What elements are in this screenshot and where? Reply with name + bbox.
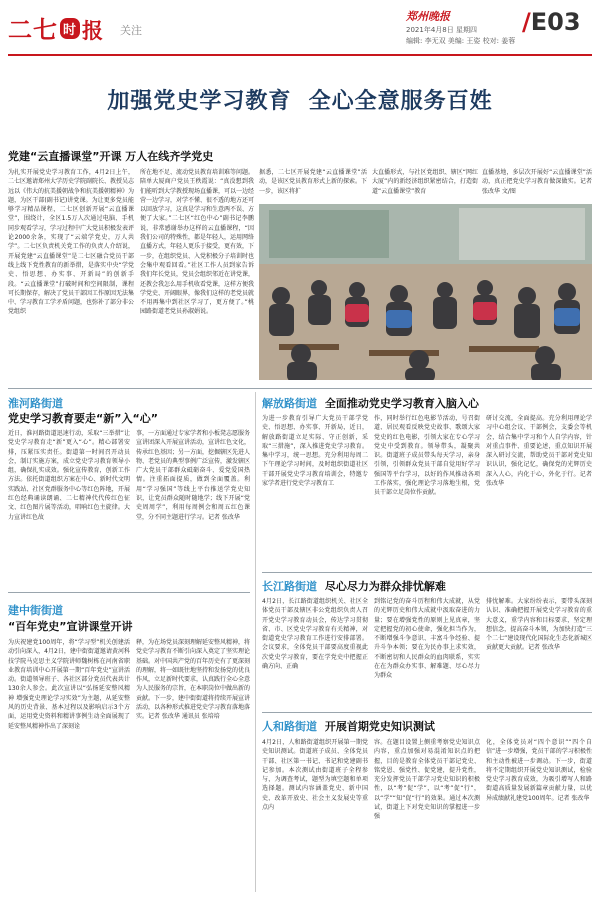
article-5-col-3: 排忧解难。大家纷纷表示，要带头深刻认识、准确把握开展党史学习教育的重大意义，重学内容和目标要求，坚定理想信念，提高奋斗本领，为加快打造“三个二七”建设现代化国际化生态化新城区贡献更大贡献。记者 张改华 bbox=[486, 598, 592, 652]
article-6-title: 开展首期党史知识测试 bbox=[324, 720, 435, 733]
article-6-col-1: 4月2日，人和路街道组织开展第一期党史知识测试。街道班子成员、全体党员干部、社区第一书记、书记和党建副书记参加。本次测试由街道班子全程参与，为调查考试，题型为填空题和单项选择题。测试内容涵盖党史、新中国史、改革开放史、社会主义发展史等重点内 bbox=[262, 739, 368, 812]
article-4-col-3: 研讨交流，全面提高。充分利用理论学习中心组会议、干部例会，支委会等机会，结合集中学习和个人自学内容，针对重点事件、重要论述，重点知识开展深入研讨交流，帮助党员干部对党史知识认识，强化记忆，确保党的光辉历史深入人心，内化于心，外化于行。记者 张改华 bbox=[486, 415, 592, 488]
article-1-col-4: 大直播形式，与社区党组织、辖区“网红大厦”内的新经济组织紧密结合，打造街道“云直播课堂”教育 bbox=[372, 169, 478, 195]
article-2-col-1: 近日，淮河路街道迅速行动，采取“三举措”让党史学习教育走“新”更入“心”。精心部署安排，压紧压实责任。街道第一时间召开动员会，制订实施方案，成立党史学习教育领导小组，确保扎实成效。强化宣传教育，创新工作方法。依托街道组织方案在中心、新时代文明实践站、社区党群服务中心等红色阵地，开展红色经典诵读朗诵、二七精神代代传红色征文、红色图片展等活动，唱响红色主旋律。大力宣讲红色故 bbox=[8, 430, 130, 521]
divider-left bbox=[8, 592, 250, 593]
divider-1 bbox=[8, 388, 592, 389]
article-3-col-1: 为庆祝建党100周年，将“学习型”机关创建活动引向深入，4月2日，建中街街道邀请黄河科技学院马克思主义学院讲师魏树栋在河南省职业教育培训中心开展第一期“百年党史”宣讲活动。街道领导班子、各社区部分党员代表共计130余人参会。此次宣讲以“弘扬延安整风精神 增强党史理论学习实效”为主题，从延安整风的历史背景、基本过程以及影响启示3个方面，运用党史资料和精讲事例生动全面展现了延安整风精神作出了深刻诠 bbox=[8, 639, 130, 730]
article-6-col-3: 化，全体党员对“四个意识”“四个自信”进一步增强，党员干部的学习积极性和主动性被进一步调动。下一步，街道将不定期组织开展党史知识测试，检验党史学习教育成效，为吸引增写人和路街道高质量发展新篇章贡献力量，以优异成绩献礼建党100周年。记者 张改华 bbox=[486, 739, 592, 802]
article-6-col-2: 容。在题目设置上侧重考察党史知识点内容，重点加强对易混淆知识点的把握，目的是教育全体党员干部记党史、铭党恩、强党性、促党建，提升党性，充分发挥党员干部学习党史知识的积极性，以“考”促“学”，以“考”促“行”，以“学”“知”促“行”的效果。通过本次测试，街道上下对党史知识的掌握进一步强 bbox=[374, 739, 480, 821]
page-headline: 加强党史学习教育 全心全意服务百姓 bbox=[107, 89, 493, 114]
article-2-title: 党史学习教育要走“新”入“心” bbox=[8, 412, 158, 425]
article-5-heading bbox=[262, 578, 446, 594]
article-3-street: 建中街街道 bbox=[8, 604, 63, 617]
date-line: 2021年4月8日 星期四 bbox=[406, 26, 477, 34]
editors-line: 编辑: 李无双 美编: 王姿 校对: 姜蓉 bbox=[406, 37, 516, 45]
header-rule bbox=[8, 54, 592, 56]
article-3-col-2: 释，为在场党员深刻理解延安整风精神，将党史学习教育不断引向深入奠定了坚实理论基础。对中国共产党的百年历史有了更深刻的理解，将一如既往地坚持和发扬党的优良作风，立足新时代要求，认真践行全心全意为人民服务的宗旨，在本职岗位中做出新的贡献。下一步，建中街街道将持续开展宣讲活动，以各种形式推进党史学习教育落地落实。记者 张改华 通讯员 张培培 bbox=[136, 639, 250, 721]
article-5-title: 尽心尽力为群众排忧解难 bbox=[324, 580, 446, 593]
divider-right-1 bbox=[262, 572, 592, 573]
article-6-heading bbox=[262, 718, 435, 734]
section-label: 关注 bbox=[120, 24, 142, 37]
page-number: /E03 bbox=[522, 8, 581, 36]
divider-right-2 bbox=[262, 712, 592, 713]
article-4-street: 解放路街道 bbox=[262, 397, 317, 410]
masthead-small: 郑州晚报 bbox=[406, 10, 450, 23]
article-4-col-1: 为进一步教育引导广大党员干部学党史、悟思想、办实事、开新局，近日，解放路街道立足实际、守正创新，采取“三措施”，深入推进党史学习教育。集中学习，统一思想。充分利用每周二下午理论学习时间，及时组织街道社区干部开展党史学习教育培训会，特邀专家学者进行党史学习教育工 bbox=[262, 415, 368, 488]
masthead bbox=[8, 8, 592, 54]
article-2-street: 淮河路街道 bbox=[8, 397, 63, 410]
article-5-street: 长江路街道 bbox=[262, 580, 317, 593]
meeting-photo-illustration bbox=[259, 204, 592, 380]
paper-name: 二七 时 报 bbox=[8, 16, 105, 44]
article-1-col-3: 据悉，二七区开展党建“云直播课堂”活动，是该区党员教育形式上新的探索。下一步，该区将扩 bbox=[259, 169, 367, 195]
article-4-heading bbox=[262, 395, 479, 411]
article-1-col-1: 为扎实开展党史学习教育工作，4月2日上午，二七区邀请郑州大学历史学院副院长、教授吴志远以《伟大的抗美援朝战争和抗美援朝精神》为题，为区干部(副书记)讲党课。为让更多党员能够学习精品课程，二七区创新开展“云直播课堂”，围绕计，全区1.5万人次通过电脑、手机同步观看学习，学习过程中广大党员积极发表评论2000余条，实现了“云端学党史，万人共学”。二七区负责机关党工作的负责人介绍说，开展党建“云直播课堂”是二七区融合党员干部线上线下党性教育的新举措，是落实中央“学党史、悟思想、办实事、开新局”的创新手段。“云直播课堂”打破时间和空间限制，课程可长期保存，解决了党员干部因工作原因无法集中、学习教育工学矛盾问题，也弥补了部分非公党组织 bbox=[8, 169, 134, 316]
article-1-photo bbox=[259, 204, 592, 380]
article-3-title: “百年党史”宣讲课堂开讲 bbox=[8, 620, 133, 633]
article-4-col-2: 作，同时举行红色电影节活动，号召街道、居民观看反映党史故事、歌颂大家党史的红色电影，引领大家在专心学习党史中受到教育。领导带头，凝聚共识。街道班子成员带头每天学习，亲身引领，引领群众党员干部自觉用好学习强国等平台学习，以好的作风推动各项工作落实，强化理论学习落地生根，党员干部立足岗位作贡献。 bbox=[374, 415, 480, 497]
article-4-title: 全面推动党史学习教育入脑入心 bbox=[324, 397, 479, 410]
article-1-col-5: 直播基地，多层次开展好“云直播课堂”活动，真正把党史学习教育做深做实。记者 张改华 文/图 bbox=[482, 169, 592, 195]
article-5-col-2: 到铭记党的奋斗历程和伟大成就，从党的光辉历史和伟大成就中汲取奋进的力量；要在增强党性的原则上见真章，坚定把握党的初心使命，强化担当作为，不断增强斗争意识、丰富斗争经验、提升斗争本领；要在为民办事上求实效，不断密切和人民群众的血肉联系，实实在在为群众办实事、解难题、尽心尽力为群众 bbox=[374, 598, 480, 680]
article-2-col-2: 事，一方面通过专家学者和小板凳志愿服务宣讲团深入开展宣讲活动，宣讲红色文化，传承红色基因；另一方面，挖掘辖区先进人物、老党员的典型事例广泛宣传，激发辖区广大党员干部群众砥砺奋斗、爱党爱国热情。注重拓面提质，做到全面覆盖。利用“学习强国”等线上平台推送学党史知识，让党员群众随时随地学；线下开展“党史周周学”，利用每周例会和周五红色课堂，分不同主题进行学习。记者 张改华 bbox=[136, 430, 250, 521]
article-1-title: 党建“云直播课堂”开课 万人在线齐学党史 bbox=[8, 150, 214, 163]
column-divider bbox=[255, 392, 256, 892]
article-1-col-2: 所在地不足、流动党员教育培训难等问题。陪单大厦商户党员王秩霞说：“真没想到我们能听到大学教授现场直播课，可以一边经营一边学习，对学不懂、很不透的地方还可以回放学习，这真是学习和生意两不误、方便了大家。”二七区“红色中心”副书记李鹏说，非常感谢举办这样的云直播课程，“因我们公司的特殊性，都是年轻人，运用网络直播方式，年轻人更乐于接受，更有效，下一步，在组织党员、入党积极分子培训时也会集中观看回看。”社区工作人员到家告诉我们年长党员，党员会组织邻近在讲党课，还教会我怎么用手机收看党课，这样方便我学党史、开阔眼界，像我们这样的老党员就不用再集中到社区学习了，更方便了。”桃园路街道老党员孙淑娟说。 bbox=[140, 169, 254, 316]
article-6-street: 人和路街道 bbox=[262, 720, 317, 733]
article-5-col-1: 4月2日，长江路街道组织机关、社区全体党员干部及辖区非公党组织负责人召开党史学习教育动员会，传达学习贯彻省、市、区党史学习教育有关精神，对街道党史学习教育工作进行安排部署。会议要求，全体党员干部要高度重视此次党史学习教育，要在学党史中把握正确方向、正确 bbox=[262, 598, 368, 671]
